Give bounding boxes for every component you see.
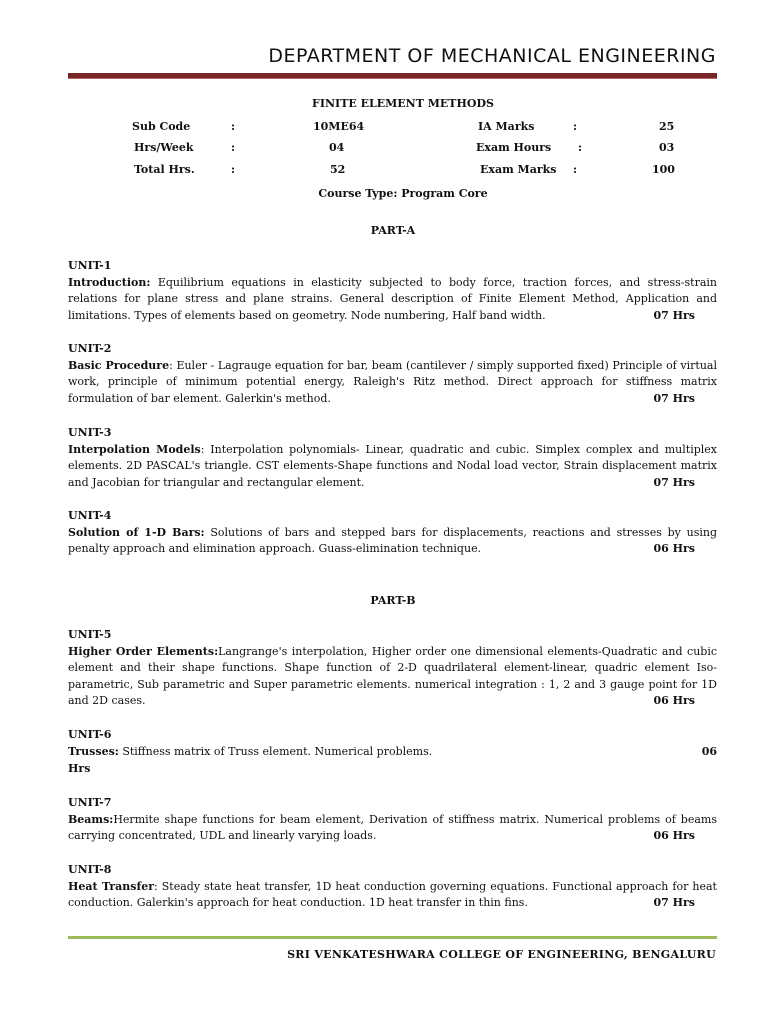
footer-rule	[68, 936, 717, 939]
unit-hours: 07 Hrs	[653, 391, 695, 405]
info-separator: :	[578, 141, 583, 154]
unit-description: Stiffness matrix of Truss element. Numerical problems.	[118, 744, 433, 758]
unit-topic: Trusses:	[68, 744, 119, 758]
info-value: 25	[659, 120, 675, 133]
part-a-heading: PART-A	[370, 224, 416, 237]
info-value: 10ME64	[313, 120, 365, 133]
unit-description: Solutions of bars and stepped bars for displacements, reactions and stresses by using penalty approach and elimination approach. Guass-elimination technique.	[68, 525, 717, 555]
info-value: 52	[330, 163, 346, 176]
unit-label: UNIT-4	[68, 509, 112, 522]
info-value: 03	[659, 141, 675, 154]
department-title: DEPARTMENT OF MECHANICAL ENGINEERING	[268, 45, 716, 67]
unit-5	[68, 627, 717, 710]
info-separator: :	[573, 163, 578, 176]
unit-description: : Interpolation polynomials- Linear, quadratic and cubic. Simplex complex and multiplex elements. 2D PASCAL's triangle. CST elements-Shape functions and Nodal load vector, Strain displacement matrix and Jacobian for triangular and rectangular element.	[68, 442, 717, 489]
unit-label: UNIT-1	[68, 259, 112, 272]
unit-hours: 06 Hrs	[653, 694, 695, 707]
unit-hours: 06 Hrs	[653, 829, 695, 842]
info-separator: :	[231, 141, 236, 154]
part-b-heading: PART-B	[370, 594, 416, 607]
unit-7	[68, 795, 717, 845]
unit-description: Equilibrium equations in elasticity subjected to body force, traction forces, and stress-strain relations for plane stress and plane strains. General description of Finite Element Method, Application and limitations. Types of elements based on geometry. Node numbering, Half band width.	[68, 275, 717, 322]
info-label: Hrs/Week	[134, 141, 194, 154]
unit-hours: 07 Hrs	[653, 896, 695, 909]
unit-description: Langrange's interpolation, Higher order one dimensional elements-Quadratic and cubic element and their shape functions. Shape function of 2-D quadrilateral element-linear, quadric element Iso-parametric, Sub parametric and Super parametric elements. numerical integration : 1, 2 and 3 gauge point for 1D and 2D cases.	[68, 644, 717, 707]
unit-2	[68, 341, 717, 407]
info-row-hrs-week	[0, 141, 768, 157]
unit-topic: Higher Order Elements:	[68, 644, 219, 658]
unit-label: UNIT-8	[68, 863, 112, 876]
unit-topic: Solution of 1-D Bars:	[68, 525, 205, 539]
unit-label: UNIT-2	[68, 342, 112, 355]
unit-hours: 07 Hrs	[653, 475, 695, 489]
footer-college: SRI VENKATESHWARA COLLEGE OF ENGINEERING, BENGALURU	[287, 948, 716, 961]
unit-topic: Beams:	[68, 812, 114, 826]
unit-label: UNIT-7	[68, 796, 112, 809]
unit-topic: Interpolation Models	[68, 442, 201, 456]
unit-description: : Euler - Lagrauge equation for bar, beam (cantilever / simply supported fixed) Principle of virtual work, principle of minimum potential energy, Raleigh's Ritz method. Direct approach for stiffness matrix formulation of bar element. Galerkin's method.	[68, 358, 717, 405]
info-separator: :	[231, 120, 236, 133]
unit-3	[68, 425, 717, 491]
unit-1	[68, 258, 717, 324]
unit-description: Hermite shape functions for beam element, Derivation of stiffness matrix. Numerical problems of beams carrying concentrated, UDL and linearly varying loads.	[68, 812, 717, 842]
info-separator: :	[573, 120, 578, 133]
unit-topic: Heat Transfer	[68, 879, 155, 893]
course-type: Course Type: Program Core	[318, 187, 488, 200]
unit-hours: 06	[701, 744, 717, 758]
unit-8	[68, 862, 717, 912]
info-label: Total Hrs.	[134, 163, 195, 176]
unit-label: UNIT-6	[68, 728, 112, 741]
unit-label: UNIT-3	[68, 426, 112, 439]
info-value: 100	[652, 163, 675, 176]
info-row-total-hrs	[0, 163, 768, 179]
unit-label: UNIT-5	[68, 628, 112, 641]
unit-topic: Basic Procedure	[68, 358, 170, 372]
unit-topic: Introduction:	[68, 275, 151, 289]
unit-hours-wrap: Hrs	[68, 762, 91, 775]
info-label: IA Marks	[478, 120, 535, 133]
unit-description: : Steady state heat transfer, 1D heat conduction governing equations. Functional approach for heat conduction. Galerkin's approach for heat conduction. 1D heat transfer in thin fins.	[68, 879, 717, 909]
header-rule	[68, 73, 717, 79]
info-value: 04	[329, 141, 345, 154]
unit-hours: 06 Hrs	[653, 542, 695, 555]
unit-6	[68, 727, 717, 778]
info-label: Exam Marks	[480, 163, 557, 176]
info-separator: :	[231, 163, 236, 176]
info-label: Sub Code	[132, 120, 191, 133]
info-label: Exam Hours	[476, 141, 552, 154]
unit-hours: 07 Hrs	[653, 308, 695, 322]
course-title: FINITE ELEMENT METHODS	[312, 97, 494, 110]
info-row-sub-code	[0, 120, 768, 136]
unit-4	[68, 508, 717, 558]
